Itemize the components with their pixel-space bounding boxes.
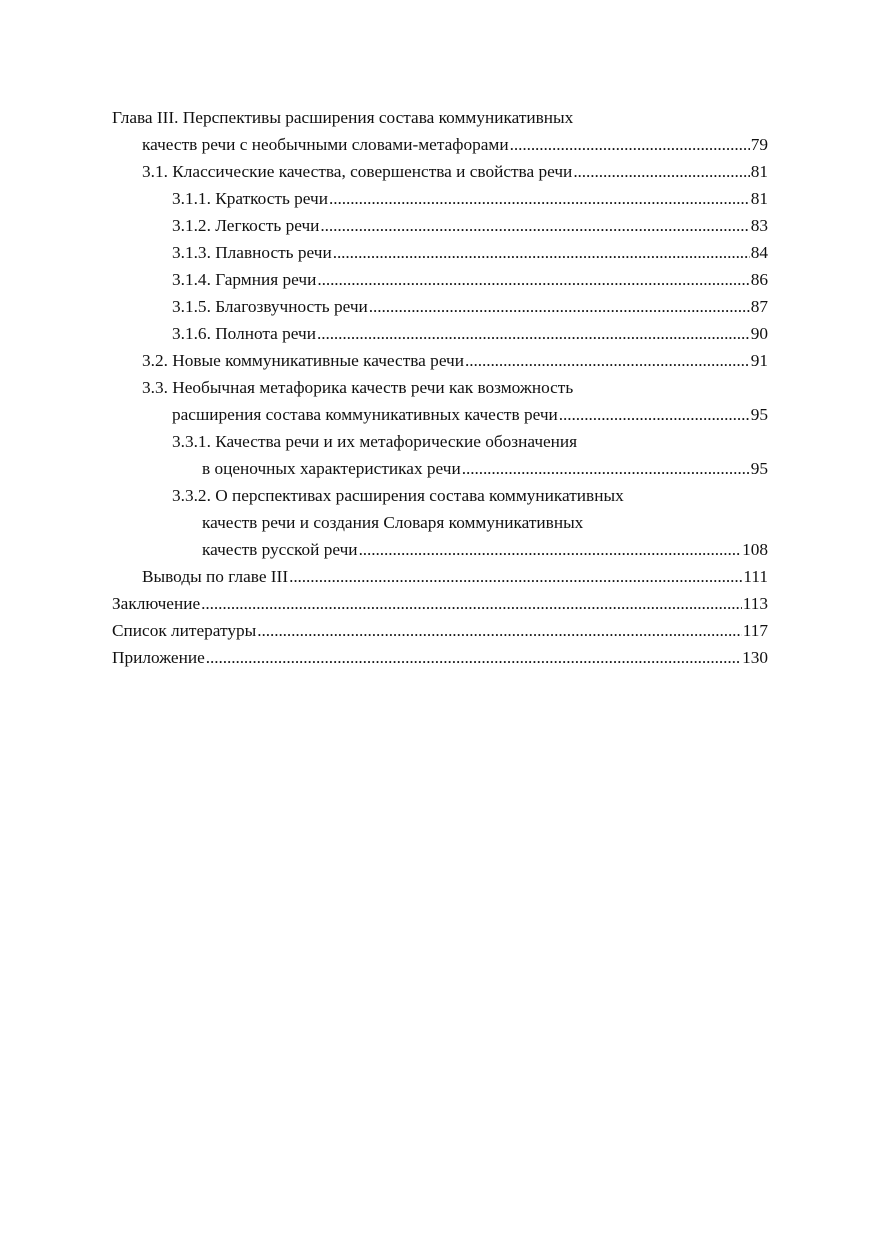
toc-entry-references[interactable] bbox=[0, 617, 874, 644]
toc-entry-3-1-3[interactable] bbox=[0, 239, 874, 266]
dot-leader bbox=[289, 563, 742, 590]
toc-entry-3-1-1[interactable] bbox=[0, 185, 874, 212]
toc-entry-appendix[interactable] bbox=[0, 644, 874, 671]
toc-entry-3-1[interactable] bbox=[0, 158, 874, 185]
dot-leader bbox=[573, 158, 749, 185]
toc-entry-conclusions-chapter3[interactable] bbox=[0, 563, 874, 590]
toc-entry-title: Выводы по главе III bbox=[142, 567, 289, 586]
toc-entry-title: 3.1.6. Полнота речи bbox=[172, 324, 316, 343]
dot-leader bbox=[465, 347, 750, 374]
dot-leader bbox=[317, 320, 750, 347]
toc-entry-3-3-1[interactable] bbox=[0, 455, 874, 482]
toc-entry-3-1-4[interactable] bbox=[0, 266, 874, 293]
dot-leader bbox=[317, 266, 749, 293]
toc-entry-title: 3.1. Классические качества, совершенства и свойства речи bbox=[142, 162, 573, 181]
dot-leader bbox=[510, 131, 750, 158]
toc-entry-title: Список литературы bbox=[112, 621, 257, 640]
toc-page-number: 87 bbox=[750, 297, 768, 316]
dot-leader bbox=[320, 212, 749, 239]
toc-entry-title: 3.2. Новые коммуникативные качества речи bbox=[142, 351, 464, 370]
toc-page-number: 108 bbox=[742, 540, 768, 559]
toc-page-number: 81 bbox=[750, 189, 768, 208]
toc-page-number: 130 bbox=[742, 648, 768, 667]
toc-page-number: 86 bbox=[750, 270, 768, 289]
toc-page-number: 91 bbox=[750, 351, 768, 370]
toc-page-number: 113 bbox=[742, 594, 768, 613]
dot-leader bbox=[201, 590, 742, 617]
toc-entry-title: качеств русской речи bbox=[202, 540, 358, 559]
toc-entry-title: 3.1.2. Легкость речи bbox=[172, 216, 320, 235]
toc-entry-title: 3.1.4. Гармния речи bbox=[172, 270, 317, 289]
toc-3-3-1-title-line1: 3.3.1. Качества речи и их метафорические обозначения bbox=[172, 432, 578, 451]
toc-entry-3-1-5[interactable] bbox=[0, 293, 874, 320]
toc-entry-3-1-6[interactable] bbox=[0, 320, 874, 347]
toc-page-number: 79 bbox=[750, 135, 768, 154]
toc-entry-title: 3.1.5. Благозвучность речи bbox=[172, 297, 368, 316]
toc-page-number: 84 bbox=[750, 243, 768, 262]
dot-leader bbox=[257, 617, 741, 644]
toc-entry-3-1-2[interactable] bbox=[0, 212, 874, 239]
toc-page-number: 90 bbox=[750, 324, 768, 343]
toc-3-3-title-line1: 3.3. Необычная метафорика качеств речи как возможность bbox=[142, 378, 574, 397]
toc-entry-title: качеств речи с необычными словами-метафорами bbox=[142, 135, 509, 154]
toc-entry-3-3-2[interactable] bbox=[0, 536, 874, 563]
toc-page-number: 83 bbox=[750, 216, 768, 235]
toc-entry-title: расширения состава коммуникативных качеств речи bbox=[172, 405, 558, 424]
toc-entry-3-3[interactable] bbox=[0, 401, 874, 428]
dot-leader bbox=[359, 536, 742, 563]
toc-entry-chapter3[interactable] bbox=[0, 131, 874, 158]
toc-entry-title: Приложение bbox=[112, 648, 205, 667]
toc-page-number: 117 bbox=[742, 621, 768, 640]
dot-leader bbox=[333, 239, 750, 266]
toc-3-3-2-title-line1: 3.3.2. О перспективах расширения состава коммуникативных bbox=[172, 486, 624, 505]
toc-page-number: 95 bbox=[750, 405, 768, 424]
dot-leader bbox=[206, 644, 741, 671]
toc-entry-title: 3.1.1. Краткость речи bbox=[172, 189, 328, 208]
toc-3-3-2-title-line2: качеств речи и создания Словаря коммуникативных bbox=[202, 513, 584, 532]
toc-entry-title: 3.1.3. Плавность речи bbox=[172, 243, 332, 262]
dot-leader bbox=[462, 455, 750, 482]
toc-entry-3-2[interactable] bbox=[0, 347, 874, 374]
toc-chapter3-title-line1: Глава III. Перспективы расширения состава коммуникативных bbox=[112, 108, 574, 127]
toc-page-number: 95 bbox=[750, 459, 768, 478]
dot-leader bbox=[559, 401, 750, 428]
toc-page-number: 111 bbox=[743, 567, 768, 586]
toc-entry-title: в оценочных характеристиках речи bbox=[202, 459, 461, 478]
dot-leader bbox=[329, 185, 750, 212]
toc-entry-conclusion[interactable] bbox=[0, 590, 874, 617]
toc-page-number: 81 bbox=[750, 162, 768, 181]
toc-entry-title: Заключение bbox=[112, 594, 201, 613]
dot-leader bbox=[369, 293, 750, 320]
